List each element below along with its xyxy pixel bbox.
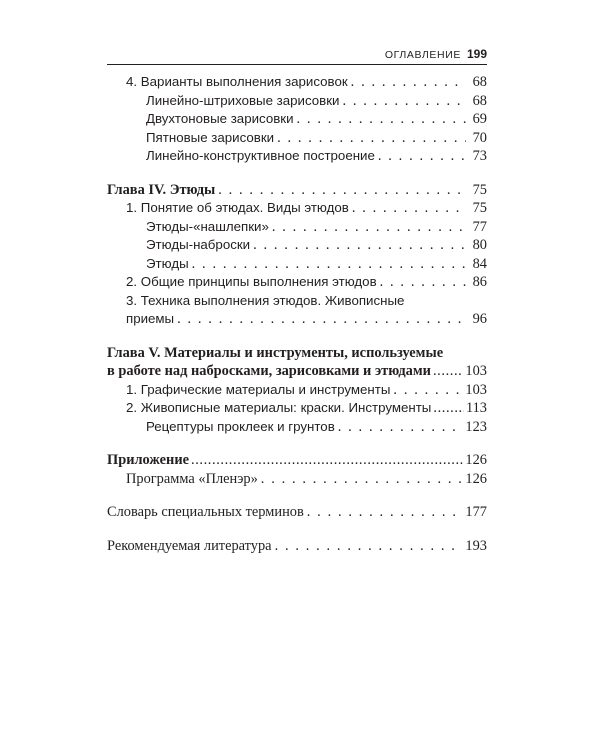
toc-entry-page: 177 — [465, 504, 487, 520]
toc-entry[interactable] — [107, 147, 487, 166]
toc-leader-dots — [433, 399, 464, 418]
toc-leader-dots — [351, 73, 466, 92]
spacer — [107, 488, 487, 503]
toc-entry-page: 75 — [472, 181, 487, 198]
toc-leader-dots — [272, 218, 466, 237]
toc-entry-page: 70 — [472, 129, 487, 146]
toc-chapter-title: Глава IV. Этюды — [107, 181, 216, 198]
toc-chapter-entry[interactable] — [107, 181, 487, 200]
toc-leader-dots — [393, 381, 462, 400]
toc-entry[interactable] — [107, 110, 487, 129]
toc-entry-page: 103 — [465, 363, 487, 379]
toc-leader-dots — [191, 451, 463, 470]
toc-entry[interactable] — [107, 310, 487, 329]
toc-entry-page: 84 — [472, 255, 487, 272]
spacer — [107, 166, 487, 181]
toc-entry-title: Линейно-конструктивное построение — [146, 148, 375, 163]
toc-entry-title: Словарь специальных терминов — [107, 504, 304, 520]
toc-leader-dots — [261, 470, 463, 489]
toc-entry-title-line1[interactable]: 3. Техника выполнения этюдов. Живописные — [126, 292, 405, 308]
toc-entry[interactable] — [107, 381, 487, 400]
header-rule — [107, 64, 487, 65]
toc-entry-page: 86 — [472, 274, 487, 290]
toc-entry[interactable] — [107, 418, 487, 437]
toc-chapter-title-line2: в работе над набросками, зарисовками и этюдами — [107, 363, 431, 379]
toc-leader-dots — [380, 273, 466, 292]
toc-entry-title: Линейно-штриховые зарисовки — [146, 92, 340, 108]
running-head — [107, 47, 487, 61]
running-head-section: ОГЛАВЛЕНИЕ — [384, 49, 461, 61]
toc-entry-title: Этюды — [146, 255, 189, 271]
toc-entry-title: Этюды-наброски — [146, 237, 251, 252]
toc-entry-page: 68 — [472, 92, 487, 109]
toc-entry-page: 69 — [472, 111, 487, 127]
table-of-contents — [107, 73, 487, 555]
toc-leader-dots — [343, 92, 467, 111]
toc-entry-page: 75 — [472, 200, 487, 216]
toc-entry-title: 1. Графические материалы и инструменты — [126, 381, 391, 397]
toc-entry[interactable] — [107, 199, 487, 218]
toc-entry-page: 80 — [472, 237, 487, 253]
toc-entry-page: 96 — [472, 311, 487, 327]
toc-entry[interactable] — [107, 503, 487, 522]
toc-leader-dots — [218, 181, 466, 200]
toc-entry-page: 68 — [472, 74, 487, 90]
toc-leader-dots — [338, 418, 463, 437]
toc-entry[interactable] — [107, 470, 487, 489]
toc-leader-dots — [192, 255, 466, 274]
toc-leader-dots — [277, 129, 466, 148]
toc-leader-dots — [378, 147, 466, 166]
toc-entry[interactable] — [107, 218, 487, 237]
toc-chapter-title: Приложение — [107, 452, 190, 468]
toc-entry[interactable] — [107, 73, 487, 92]
toc-entry-page: 126 — [465, 452, 487, 468]
toc-entry-title: Двухтоновые зарисовки — [146, 111, 294, 126]
spacer — [107, 436, 487, 451]
toc-entry-title: Рецептуры проклеек и грунтов — [146, 418, 335, 434]
page-number: 199 — [466, 47, 487, 61]
spacer — [107, 522, 487, 537]
toc-entry-page: 77 — [472, 218, 487, 235]
toc-leader-dots — [253, 236, 466, 255]
toc-entry[interactable] — [107, 129, 487, 148]
toc-entry-title: Рекомендуемая литература — [107, 537, 272, 554]
toc-leader-dots — [297, 110, 466, 129]
toc-entry-title: 4. Варианты выполнения зарисовок — [126, 74, 348, 89]
toc-entry[interactable] — [107, 236, 487, 255]
toc-entry-title: Этюды-«нашлепки» — [146, 218, 269, 234]
toc-leader-dots — [307, 503, 463, 522]
toc-leader-dots — [275, 537, 463, 556]
toc-entry-page: 193 — [465, 537, 487, 554]
toc-chapter-title-line1[interactable]: Глава V. Материалы и инструменты, используемые — [107, 344, 444, 361]
toc-entry[interactable] — [107, 92, 487, 111]
toc-entry-page: 123 — [465, 418, 487, 435]
toc-entry[interactable] — [107, 537, 487, 556]
toc-entry-page: 73 — [472, 148, 487, 164]
toc-entry-title: Пятновые зарисовки — [146, 129, 275, 145]
toc-leader-dots — [177, 310, 466, 329]
toc-entry-title: Программа «Пленэр» — [126, 470, 258, 487]
toc-leader-dots — [352, 199, 466, 218]
toc-entry-page: 113 — [465, 400, 487, 416]
toc-entry-page: 126 — [465, 470, 487, 487]
toc-entry-title: 2. Живописные материалы: краски. Инструменты — [126, 400, 432, 415]
toc-entry-page: 103 — [465, 381, 487, 398]
toc-entry[interactable] — [107, 273, 487, 292]
toc-chapter-entry[interactable] — [107, 362, 487, 381]
toc-entry-title: 2. Общие принципы выполнения этюдов — [126, 274, 377, 289]
spacer — [107, 329, 487, 344]
toc-entry[interactable] — [107, 255, 487, 274]
toc-chapter-entry[interactable] — [107, 451, 487, 470]
toc-entry-title: 1. Понятие об этюдах. Виды этюдов — [126, 200, 349, 215]
toc-entry-title-line2: приемы — [126, 311, 175, 326]
toc-entry[interactable] — [107, 399, 487, 418]
toc-leader-dots — [433, 362, 463, 381]
